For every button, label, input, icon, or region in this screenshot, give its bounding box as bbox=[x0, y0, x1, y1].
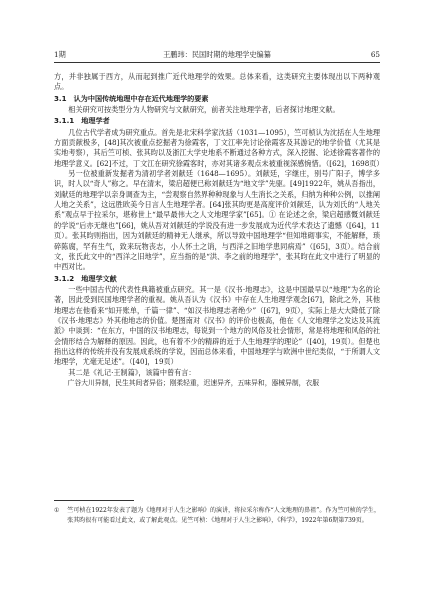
article-body bbox=[54, 72, 384, 388]
article-running-title: 王鹏玮：民国时期的地理学史编纂 bbox=[163, 50, 271, 59]
footnote-divider bbox=[54, 500, 134, 501]
section-heading: 3.1 认为中国传统地理中存在近代地理学的要素 bbox=[54, 93, 209, 103]
body-paragraph: 相关研究可按类型分为人物研究与文献研究，前者关注地理学者，后者探讨地理文献。 bbox=[68, 105, 340, 115]
body-paragraph: 一些中国古代的代表性典籍被重点研究。其一是《汉书·地理志》，这是中国最早以“地理”为名的论著，因此受到民国地理学者的重视。姚从吾认为《汉书》中存在人生地理学观念[67]，除此之外，其他地理志在他看来“如开账单，千篇一律”、“如汉书地理志者绝少”（[67]，9页），实际上是大大降低了除《汉书·地理志》外其他地志的价值。楚图南对《汉书》的评价也极高，他在《人文地理学之发达及其流派》中谈到：“在东方，中国的汉书地理志，每说到一个地方的风俗及社会情形，常是将地理和风俗的社会情形结合为解释的原因。因此，也有着不少的精辟的近于人生地理学的理论”（[40]，19页）。但楚也指出这样的传统并没有发展成系统的学说，因而总体来看，中国地理学与欧洲中世纪类似，“于所谓人文地理学，尤毫无足述”。（[40]，19页） bbox=[54, 284, 380, 367]
running-header bbox=[54, 50, 380, 63]
section-heading: 3.1.1 地理学者 bbox=[54, 116, 110, 126]
block-quote: 广谷大川异制，民生其间者异俗；刚柔轻重，迟速异齐，五味异和，器械异制，衣服 bbox=[67, 378, 320, 387]
footnote-content: 竺可桢在1922年发表了题为《地理对于人生之影响》的演讲，将拉采尔称作“人文地理的鼻祖”。作为竺可桢的学生，张其昀很有可能看过此文，或了解此观点。见竺可桢：《地理对于人生之影响》，《科学》，1922年第6期第739页。 bbox=[67, 507, 380, 524]
body-paragraph: 另一位被重新发掘者为清初学者刘献廷（1648—1695）。刘献廷，字继庄，别号广阳子，博学多识，时人以“奇人”称之。早在清末，梁启超便已称刘献廷为“地文学”先驱。[49]1922年，姚从吾指出，刘献廷的地理学以亲身调查为主，“尝观察自然界种种现象与人生消长之关系，归纳为种种公例，以推阐人地之关系”，这远胜欧美今日言人生地理学者。[64]张其昀更是高度评价刘献廷，认为刘氏的“人地关系”观点早于拉采尔，堪称世上“最早最伟大之人文地理学家”[65]。① 在论述之余，梁启超感慨刘献廷的学说“后亦无继也”[66]，姚从吾对刘献廷的学说没有进一步发展成为近代学术表达了遗憾（[64]，11页）。张其昀则指出，因为刘献廷的精神无人继承，所以导致中国地理学“但知堆砌事实，不能解释，琐碎陈腐，罕有生气，致来玩物丧志，小人怀土之诮，与西洋之旧地学患同病焉”（[65]，3页）。结合前文，张氏此文中的“西洋之旧地学”，应当指的是“洪、李之前的地理学”，张其昀在此文中进行了明显的中西对比。 bbox=[54, 169, 380, 272]
footnote-mark: ① bbox=[54, 507, 60, 514]
section-heading: 3.1.2 地理学文献 bbox=[54, 273, 117, 283]
issue-number: 1期 bbox=[54, 50, 66, 59]
page-number: 65 bbox=[370, 50, 380, 59]
body-paragraph: 方，并非独属于西方，从而起到推广近代地理学的效果。总体来看，这类研究主要体现出以下两种观点。 bbox=[54, 72, 380, 92]
footnote-text bbox=[54, 506, 380, 525]
body-paragraph: 几位古代学者成为研究重点。首先是北宋科学家沈括（1031—1095），竺可桢认为沈括在人生地理方面贡献极多，[48]其次被重点挖掘者为徐霞客，丁文江率先讨论徐霞客及其游记的地学价值（尤其是实地考察），其后竺可桢、张其昀以及浙江大学史地系不断通过各种方式，深入挖掘、论述徐霞客著作的地理学意义。[62]不过，丁文江在研究徐霞客时，亦对其诸多观点未被重视深感惋惜。（[62]，1698页） bbox=[54, 127, 384, 168]
body-paragraph: 其二是《礼记·王制篇》，该篇中曾有言： bbox=[68, 367, 196, 377]
footnote bbox=[54, 506, 380, 525]
